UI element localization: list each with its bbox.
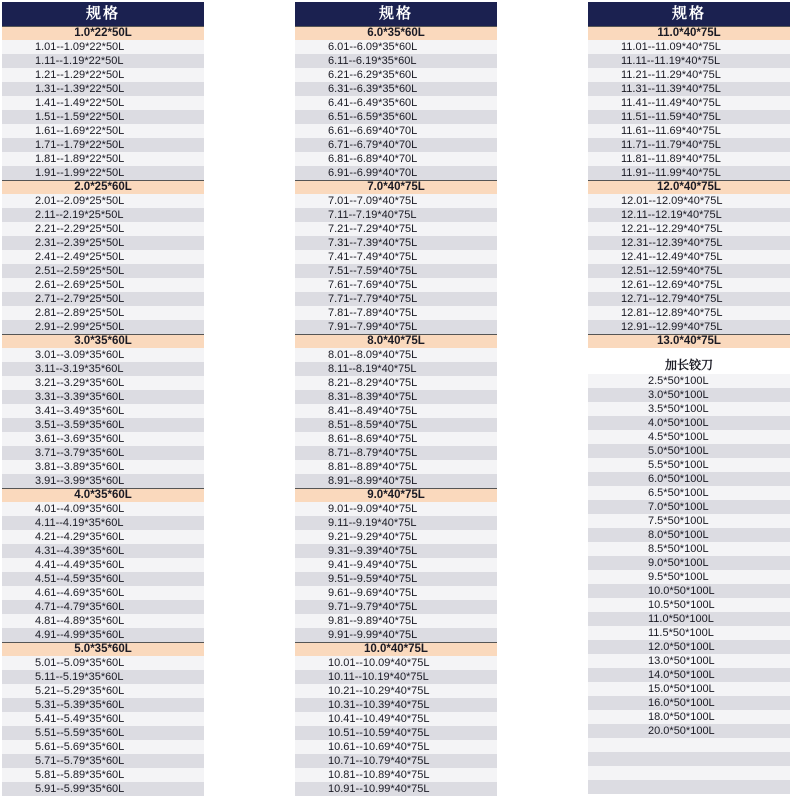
- spec-row: 4.21--4.29*35*60L: [2, 530, 204, 544]
- extended-spec-row: 7.5*50*100L: [588, 514, 790, 528]
- spec-row: 8.51--8.59*40*75L: [295, 418, 497, 432]
- spec-row: 7.81--7.89*40*75L: [295, 306, 497, 320]
- spec-row: 2.41--2.49*25*50L: [2, 250, 204, 264]
- spec-row: 1.21--1.29*22*50L: [2, 68, 204, 82]
- spec-row: 12.31--12.39*40*75L: [588, 236, 790, 250]
- spec-row: 4.11--4.19*35*60L: [2, 516, 204, 530]
- empty-row: [588, 738, 790, 752]
- column-title: 规格: [588, 2, 790, 26]
- spec-row: 2.31--2.39*25*50L: [2, 236, 204, 250]
- spec-row: 6.91--6.99*40*70L: [295, 166, 497, 180]
- extended-spec-row: 18.0*50*100L: [588, 710, 790, 724]
- spec-row: 5.41--5.49*35*60L: [2, 712, 204, 726]
- spec-row: 8.31--8.39*40*75L: [295, 390, 497, 404]
- spec-row: 12.51--12.59*40*75L: [588, 264, 790, 278]
- spec-row: 4.91--4.99*35*60L: [2, 628, 204, 642]
- extended-spec-row: 12.0*50*100L: [588, 640, 790, 654]
- spec-row: 12.21--12.29*40*75L: [588, 222, 790, 236]
- extended-spec-row: 5.5*50*100L: [588, 458, 790, 472]
- spec-row: 4.41--4.49*35*60L: [2, 558, 204, 572]
- spec-row: 10.61--10.69*40*75L: [295, 740, 497, 754]
- spec-row: 3.21--3.29*35*60L: [2, 376, 204, 390]
- spec-row: 1.11--1.19*22*50L: [2, 54, 204, 68]
- spec-row: 11.01--11.09*40*75L: [588, 40, 790, 54]
- spec-row: 10.31--10.39*40*75L: [295, 698, 497, 712]
- spec-row: 6.31--6.39*35*60L: [295, 82, 497, 96]
- spec-row: 2.91--2.99*25*50L: [2, 320, 204, 334]
- spec-row: 1.91--1.99*22*50L: [2, 166, 204, 180]
- section-header: 8.0*40*75L: [295, 334, 497, 348]
- spec-row: 5.01--5.09*35*60L: [2, 656, 204, 670]
- extended-spec-row: 9.0*50*100L: [588, 556, 790, 570]
- spec-row: 9.71--9.79*40*75L: [295, 600, 497, 614]
- spec-row: 5.21--5.29*35*60L: [2, 684, 204, 698]
- extended-spec-row: 14.0*50*100L: [588, 668, 790, 682]
- section-header: 1.0*22*50L: [2, 26, 204, 40]
- extended-spec-row: 11.0*50*100L: [588, 612, 790, 626]
- spec-row: 8.61--8.69*40*75L: [295, 432, 497, 446]
- spec-row: 4.71--4.79*35*60L: [2, 600, 204, 614]
- spec-row: 3.11--3.19*35*60L: [2, 362, 204, 376]
- empty-row: [588, 752, 790, 766]
- section-header: 12.0*40*75L: [588, 180, 790, 194]
- column-rows: [2, 26, 204, 796]
- spec-row: 4.61--4.69*35*60L: [2, 586, 204, 600]
- spec-row: 12.61--12.69*40*75L: [588, 278, 790, 292]
- section-header: 7.0*40*75L: [295, 180, 497, 194]
- spec-row: 11.31--11.39*40*75L: [588, 82, 790, 96]
- extended-spec-row: 5.0*50*100L: [588, 444, 790, 458]
- spec-row: 11.71--11.79*40*75L: [588, 138, 790, 152]
- spec-row: 8.11--8.19*40*75L: [295, 362, 497, 376]
- extended-spec-row: 8.0*50*100L: [588, 528, 790, 542]
- spec-row: 9.41--9.49*40*75L: [295, 558, 497, 572]
- section-header: 4.0*35*60L: [2, 488, 204, 502]
- spec-row: 6.81--6.89*40*70L: [295, 152, 497, 166]
- spec-row: 2.01--2.09*25*50L: [2, 194, 204, 208]
- spec-row: 1.81--1.89*22*50L: [2, 152, 204, 166]
- section-header: 3.0*35*60L: [2, 334, 204, 348]
- spec-row: 10.21--10.29*40*75L: [295, 684, 497, 698]
- extended-spec-row: 13.0*50*100L: [588, 654, 790, 668]
- extended-spec-row: 4.0*50*100L: [588, 416, 790, 430]
- spec-row: 4.81--4.89*35*60L: [2, 614, 204, 628]
- spec-row: 11.21--11.29*40*75L: [588, 68, 790, 82]
- column-title: 规格: [295, 2, 497, 26]
- spec-row: 3.01--3.09*35*60L: [2, 348, 204, 362]
- spec-row: 7.11--7.19*40*75L: [295, 208, 497, 222]
- spec-row: 2.71--2.79*25*50L: [2, 292, 204, 306]
- extended-spec-row: 16.0*50*100L: [588, 696, 790, 710]
- column-title: 规格: [2, 2, 204, 26]
- spec-row: 6.61--6.69*40*70L: [295, 124, 497, 138]
- spec-row: 9.91--9.99*40*75L: [295, 628, 497, 642]
- spec-row: 9.51--9.59*40*75L: [295, 572, 497, 586]
- extended-spec-row: 2.5*50*100L: [588, 374, 790, 388]
- spec-row: 5.81--5.89*35*60L: [2, 768, 204, 782]
- spec-row: 9.61--9.69*40*75L: [295, 586, 497, 600]
- spec-row: 11.11--11.19*40*75L: [588, 54, 790, 68]
- spec-row: 9.01--9.09*40*75L: [295, 502, 497, 516]
- spec-row: 12.71--12.79*40*75L: [588, 292, 790, 306]
- extended-spec-row: 8.5*50*100L: [588, 542, 790, 556]
- extended-spec-row: 6.0*50*100L: [588, 472, 790, 486]
- spec-column-3: [588, 2, 790, 794]
- spec-row: 7.01--7.09*40*75L: [295, 194, 497, 208]
- section-header: 5.0*35*60L: [2, 642, 204, 656]
- spec-row: 2.81--2.89*25*50L: [2, 306, 204, 320]
- section-header: 6.0*35*60L: [295, 26, 497, 40]
- spec-row: 5.51--5.59*35*60L: [2, 726, 204, 740]
- spec-row: 2.21--2.29*25*50L: [2, 222, 204, 236]
- spec-row: 3.91--3.99*35*60L: [2, 474, 204, 488]
- spec-row: 6.71--6.79*40*70L: [295, 138, 497, 152]
- spec-row: 12.11--12.19*40*75L: [588, 208, 790, 222]
- spec-row: 1.01--1.09*22*50L: [2, 40, 204, 54]
- spec-row: 12.91--12.99*40*75L: [588, 320, 790, 334]
- spec-row: 9.81--9.89*40*75L: [295, 614, 497, 628]
- spec-column-2: [295, 2, 497, 796]
- spec-row: 5.11--5.19*35*60L: [2, 670, 204, 684]
- spec-row: 2.51--2.59*25*50L: [2, 264, 204, 278]
- spec-row: 1.31--1.39*22*50L: [2, 82, 204, 96]
- spec-row: 8.91--8.99*40*75L: [295, 474, 497, 488]
- spec-row: 8.81--8.89*40*75L: [295, 460, 497, 474]
- spec-row: 9.31--9.39*40*75L: [295, 544, 497, 558]
- spec-row: 4.51--4.59*35*60L: [2, 572, 204, 586]
- spec-row: 11.91--11.99*40*75L: [588, 166, 790, 180]
- spec-row: 9.21--9.29*40*75L: [295, 530, 497, 544]
- spec-row: 11.81--11.89*40*75L: [588, 152, 790, 166]
- empty-row: [588, 780, 790, 794]
- section-header: 13.0*40*75L: [588, 334, 790, 348]
- spec-row: 12.01--12.09*40*75L: [588, 194, 790, 208]
- spec-row: 6.11--6.19*35*60L: [295, 54, 497, 68]
- spec-row: 7.91--7.99*40*75L: [295, 320, 497, 334]
- extended-spec-row: 10.5*50*100L: [588, 598, 790, 612]
- spec-column-1: [2, 2, 204, 796]
- extended-reamer-header: 加长铰刀: [588, 354, 790, 374]
- empty-row: [588, 766, 790, 780]
- spec-row: 6.21--6.29*35*60L: [295, 68, 497, 82]
- spec-row: 12.81--12.89*40*75L: [588, 306, 790, 320]
- spec-row: 5.61--5.69*35*60L: [2, 740, 204, 754]
- extended-spec-row: 11.5*50*100L: [588, 626, 790, 640]
- spec-row: 3.41--3.49*35*60L: [2, 404, 204, 418]
- spec-row: 5.71--5.79*35*60L: [2, 754, 204, 768]
- spec-row: 2.11--2.19*25*50L: [2, 208, 204, 222]
- spec-row: 6.51--6.59*35*60L: [295, 110, 497, 124]
- spec-row: 1.51--1.59*22*50L: [2, 110, 204, 124]
- spec-row: 11.61--11.69*40*75L: [588, 124, 790, 138]
- spec-row: 5.91--5.99*35*60L: [2, 782, 204, 796]
- spec-row: 3.61--3.69*35*60L: [2, 432, 204, 446]
- spec-row: 9.11--9.19*40*75L: [295, 516, 497, 530]
- spec-row: 7.21--7.29*40*75L: [295, 222, 497, 236]
- spec-row: 10.11--10.19*40*75L: [295, 670, 497, 684]
- extended-spec-row: 9.5*50*100L: [588, 570, 790, 584]
- extended-spec-row: 6.5*50*100L: [588, 486, 790, 500]
- spec-row: 8.41--8.49*40*75L: [295, 404, 497, 418]
- spec-row: 4.31--4.39*35*60L: [2, 544, 204, 558]
- spec-row: 7.41--7.49*40*75L: [295, 250, 497, 264]
- section-header: 11.0*40*75L: [588, 26, 790, 40]
- spec-row: 8.01--8.09*40*75L: [295, 348, 497, 362]
- spec-row: 6.01--6.09*35*60L: [295, 40, 497, 54]
- spec-row: 11.41--11.49*40*75L: [588, 96, 790, 110]
- spec-row: 7.51--7.59*40*75L: [295, 264, 497, 278]
- extended-spec-row: 20.0*50*100L: [588, 724, 790, 738]
- spec-row: 10.71--10.79*40*75L: [295, 754, 497, 768]
- spec-row: 12.41--12.49*40*75L: [588, 250, 790, 264]
- extended-spec-row: 10.0*50*100L: [588, 584, 790, 598]
- column-rows: [295, 26, 497, 796]
- spec-row: 3.51--3.59*35*60L: [2, 418, 204, 432]
- section-header: 2.0*25*60L: [2, 180, 204, 194]
- spec-row: 5.31--5.39*35*60L: [2, 698, 204, 712]
- spec-row: 10.91--10.99*40*75L: [295, 782, 497, 796]
- spec-row: 3.71--3.79*35*60L: [2, 446, 204, 460]
- spec-row: 2.61--2.69*25*50L: [2, 278, 204, 292]
- extended-spec-row: 3.5*50*100L: [588, 402, 790, 416]
- spec-row: 10.01--10.09*40*75L: [295, 656, 497, 670]
- spec-row: 1.71--1.79*22*50L: [2, 138, 204, 152]
- extended-spec-row: 4.5*50*100L: [588, 430, 790, 444]
- spec-row: 7.71--7.79*40*75L: [295, 292, 497, 306]
- spec-row: 6.41--6.49*35*60L: [295, 96, 497, 110]
- spec-row: 10.51--10.59*40*75L: [295, 726, 497, 740]
- spec-row: 11.51--11.59*40*75L: [588, 110, 790, 124]
- spec-row: 1.41--1.49*22*50L: [2, 96, 204, 110]
- spec-row: 3.31--3.39*35*60L: [2, 390, 204, 404]
- spec-row: 8.71--8.79*40*75L: [295, 446, 497, 460]
- spec-row: 10.41--10.49*40*75L: [295, 712, 497, 726]
- spec-row: 7.31--7.39*40*75L: [295, 236, 497, 250]
- spec-row: 3.81--3.89*35*60L: [2, 460, 204, 474]
- section-header: 9.0*40*75L: [295, 488, 497, 502]
- extended-spec-row: 7.0*50*100L: [588, 500, 790, 514]
- spec-row: 7.61--7.69*40*75L: [295, 278, 497, 292]
- spec-row: 8.21--8.29*40*75L: [295, 376, 497, 390]
- spec-row: 10.81--10.89*40*75L: [295, 768, 497, 782]
- extended-spec-row: 3.0*50*100L: [588, 388, 790, 402]
- section-header: 10.0*40*75L: [295, 642, 497, 656]
- column-rows: [588, 26, 790, 794]
- spec-row: 1.61--1.69*22*50L: [2, 124, 204, 138]
- extended-spec-row: 15.0*50*100L: [588, 682, 790, 696]
- spec-row: 4.01--4.09*35*60L: [2, 502, 204, 516]
